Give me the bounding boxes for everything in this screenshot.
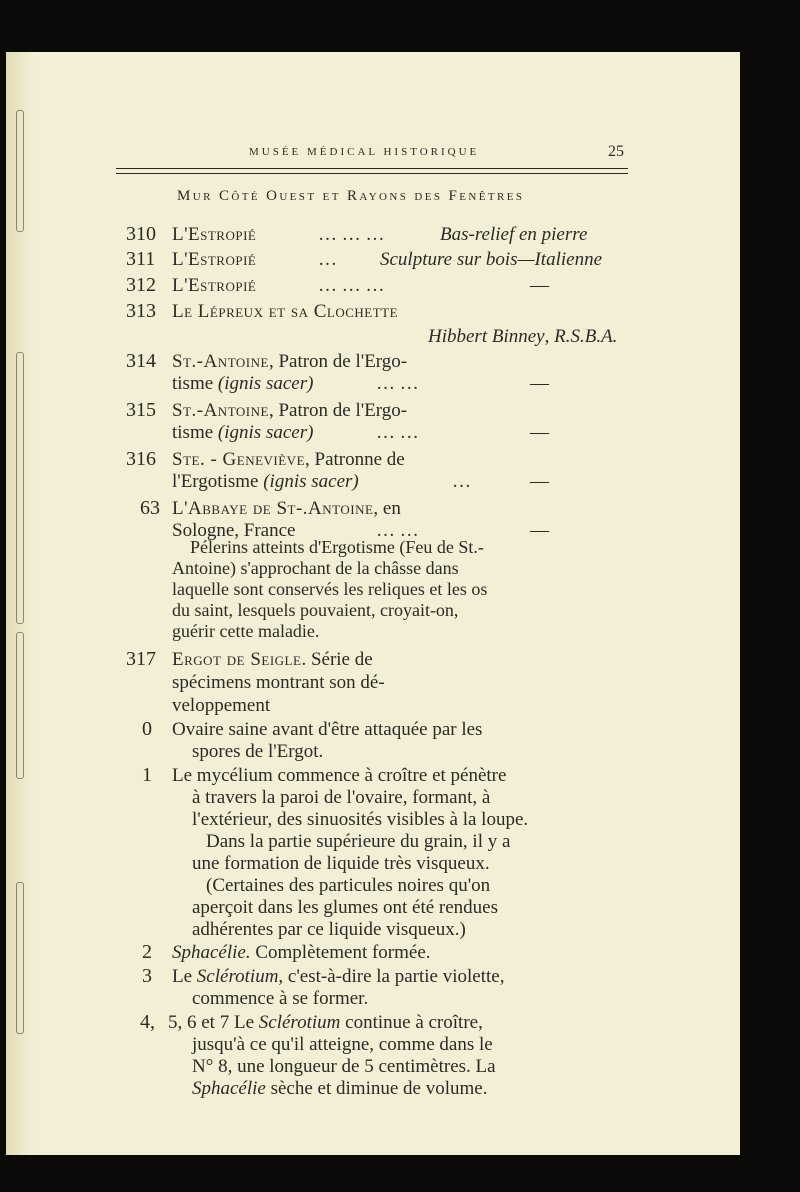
entry-title: L'Abbaye de St-.Antoine, en — [172, 498, 401, 519]
specimen-text: aperçoit dans les glumes ont été rendues — [192, 897, 499, 918]
entry-title: Le Lépreux et sa Clochette — [172, 301, 399, 322]
header-rule — [116, 173, 628, 174]
entry-description: du saint, lesquels pouvaient, croyait-on, — [172, 600, 459, 620]
entry-text: Sologne, France — [172, 520, 296, 541]
entry-title: St.-Antoine, Patron de l'Ergo- — [172, 351, 408, 372]
entry-title: L'Estropié — [172, 249, 257, 270]
specimen-text: Le Sclérotium, c'est-à-dire la partie violette, — [172, 966, 505, 987]
entry-note: Sculpture sur bois—Italienne — [380, 249, 602, 270]
entry-text: veloppement — [172, 695, 271, 716]
binding-mark — [16, 110, 24, 232]
specimen-text: 5, 6 et 7 Le Sclérotium continue à croître, — [168, 1012, 483, 1033]
entry-number: 317 — [126, 648, 156, 670]
specimen-text: (Certaines des particules noires qu'on — [206, 875, 491, 896]
entry-number: 316 — [126, 448, 156, 470]
entry-title: Ergot de Seigle. Série de — [172, 649, 373, 670]
specimen-text: Dans la partie supérieure du grain, il y a — [206, 831, 511, 852]
specimen-text: Sphacélie. Complètement formée. — [172, 942, 431, 963]
entry-title: L'Estropié — [172, 224, 257, 245]
entry-description: Antoine) s'approchant de la châsse dans — [172, 558, 459, 578]
entry-note: Bas-relief en pierre — [440, 224, 588, 245]
specimen-text: une formation de liquide très visqueux. — [192, 853, 490, 874]
entry-leader: … … … — [318, 275, 385, 296]
entry-note: — — [530, 520, 549, 541]
specimen-number: 1 — [142, 764, 152, 786]
entry-leader: … … — [376, 422, 419, 443]
entry-leader: … … — [376, 520, 419, 541]
running-title: MUSÉE MÉDICAL HISTORIQUE — [249, 146, 480, 158]
specimen-text: à travers la paroi de l'ovaire, formant, à — [192, 787, 491, 808]
binding-mark — [16, 352, 24, 624]
entry-text: tisme (ignis sacer) — [172, 422, 314, 443]
entry-leader: … … — [376, 373, 419, 394]
entry-number: 310 — [126, 223, 156, 245]
entry-number: 313 — [126, 300, 156, 322]
entry-title: St.-Antoine, Patron de l'Ergo- — [172, 400, 408, 421]
entry-description: laquelle sont conservés les reliques et les os — [172, 579, 488, 599]
entry-text: l'Ergotisme (ignis sacer) — [172, 471, 359, 492]
header-rule — [116, 168, 628, 169]
entry-note: — — [530, 373, 549, 394]
page-number: 25 — [608, 143, 624, 160]
entry-description: Pélerins atteints d'Ergotisme (Feu de St.- — [190, 537, 484, 557]
entry-leader: … — [452, 471, 471, 492]
specimen-text: Le mycélium commence à croître et pénètre — [172, 765, 507, 786]
specimen-text: N° 8, une longueur de 5 centimètres. La — [192, 1056, 496, 1077]
entry-note: — — [530, 275, 549, 296]
entry-leader: … — [318, 249, 337, 270]
section-heading: Mur Côté Ouest et Rayons des Fenêtres — [177, 188, 525, 204]
specimen-text: commence à se former. — [192, 988, 369, 1009]
specimen-number: 4, — [140, 1011, 155, 1033]
entry-note: — — [530, 422, 549, 443]
specimen-text: adhérentes par ce liquide visqueux.) — [192, 919, 466, 940]
entry-number: 312 — [126, 274, 156, 296]
entry-number: 314 — [126, 350, 156, 372]
binding-mark — [16, 632, 24, 779]
entry-text: tisme (ignis sacer) — [172, 373, 314, 394]
entry-title: L'Estropié — [172, 275, 257, 296]
specimen-text: spores de l'Ergot. — [192, 741, 324, 762]
entry-number: 311 — [126, 248, 156, 270]
specimen-text: Sphacélie sèche et diminue de volume. — [192, 1078, 488, 1099]
entry-text: spécimens montrant son dé- — [172, 672, 385, 693]
entry-number: 63 — [140, 497, 160, 519]
binding-mark — [16, 882, 24, 1034]
entry-number: 315 — [126, 399, 156, 421]
specimen-number: 0 — [142, 718, 152, 740]
entry-description: guérir cette maladie. — [172, 621, 320, 641]
specimen-number: 3 — [142, 965, 152, 987]
entry-author: Hibbert Binney, R.S.B.A. — [428, 326, 618, 347]
entry-leader: … … … — [318, 224, 385, 245]
book-page — [6, 52, 740, 1155]
specimen-number: 2 — [142, 941, 152, 963]
specimen-text: jusqu'à ce qu'il atteigne, comme dans le — [192, 1034, 493, 1055]
entry-note: — — [530, 471, 549, 492]
specimen-text: l'extérieur, des sinuosités visibles à la loupe. — [192, 809, 529, 830]
specimen-text: Ovaire saine avant d'être attaquée par les — [172, 719, 483, 740]
entry-title: Ste. - Geneviève, Patronne de — [172, 449, 405, 470]
